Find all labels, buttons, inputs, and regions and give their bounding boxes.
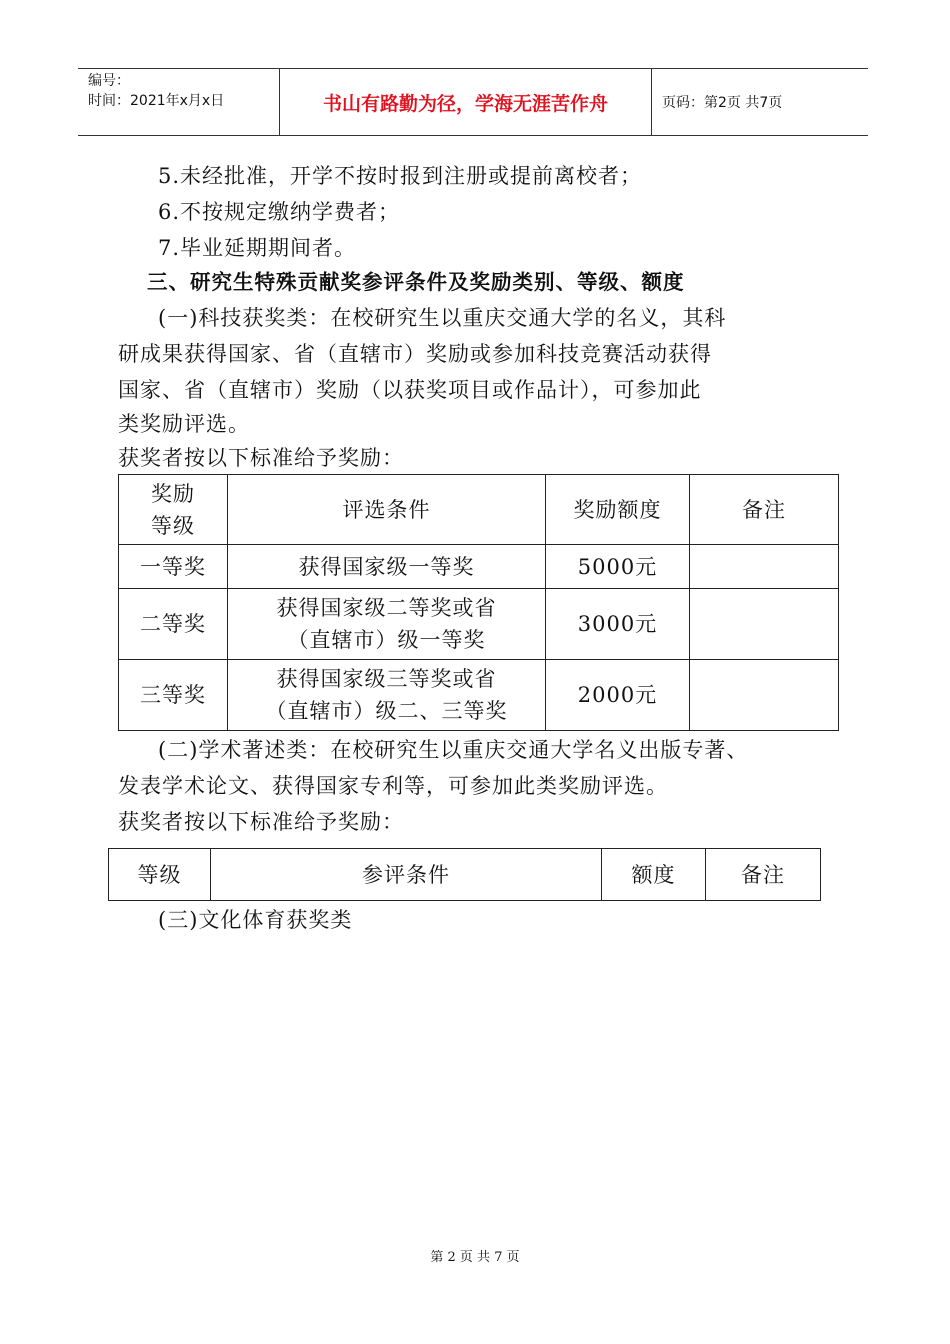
paragraph-sub1-line1: (一)科技获奖类：在校研究生以重庆交通大学的名义，其科: [158, 306, 727, 330]
award-table-academic: [108, 848, 821, 901]
header-page-info: 页码：第2页 共7页: [662, 95, 783, 111]
section-heading-3: 三、研究生特殊贡献奖参评条件及奖励类别、等级、额度: [147, 270, 685, 294]
paragraph-sub3: (三)文化体育获奖类: [158, 908, 353, 932]
header-time: 时间：2021年x月x日: [88, 93, 225, 109]
header-amount: 额度: [602, 849, 706, 901]
table-header-row: [119, 475, 839, 545]
header-amount: 奖励额度: [546, 475, 690, 545]
header-note: 备注: [690, 475, 839, 545]
cell-level: 二等奖: [119, 589, 228, 660]
list-item-5: 5.未经批准，开学不按时报到注册或提前离校者；: [158, 164, 643, 188]
paragraph-sub1-line4: 类奖励评选。: [118, 412, 250, 436]
award-intro-2: 获奖者按以下标准给予奖励：: [118, 810, 404, 834]
cell-amount: 2000元: [546, 660, 690, 731]
header-condition: 参评条件: [211, 849, 602, 901]
list-item-6: 6.不按规定缴纳学费者；: [158, 200, 401, 224]
cell-condition: 获得国家级一等奖: [228, 545, 546, 589]
paragraph-sub2-line1: (二)学术著述类：在校研究生以重庆交通大学名义出版专著、: [158, 738, 749, 762]
table-row: [119, 660, 839, 731]
list-item-7: 7.毕业延期期间者。: [158, 236, 357, 260]
table-row: [119, 589, 839, 660]
page-footer: 第 2 页 共 7 页: [430, 1250, 520, 1265]
cell-level: 一等奖: [119, 545, 228, 589]
header-condition: 评选条件: [228, 475, 546, 545]
paragraph-sub1-line3: 国家、省（直辖市）奖励（以获奖项目或作品计），可参加此: [118, 378, 702, 402]
cell-note: [690, 545, 839, 589]
header-meta: [78, 69, 280, 135]
cell-condition: 获得国家级三等奖或省 （直辖市）级二、三等奖: [228, 660, 546, 731]
table-header-row: [109, 849, 821, 901]
header-award-level: 奖励 等级: [119, 475, 228, 545]
cell-level: 三等奖: [119, 660, 228, 731]
award-table-tech: [118, 474, 839, 731]
header-level: 等级: [109, 849, 211, 901]
paragraph-sub1-line2: 研成果获得国家、省（直辖市）奖励或参加科技竞赛活动获得: [118, 342, 712, 366]
cell-note: [690, 660, 839, 731]
header-note: 备注: [706, 849, 821, 901]
cell-note: [690, 589, 839, 660]
award-intro-1: 获奖者按以下标准给予奖励：: [118, 446, 404, 470]
cell-amount: 5000元: [546, 545, 690, 589]
page-header: [78, 68, 868, 136]
cell-amount: 3000元: [546, 589, 690, 660]
paragraph-sub2-line2: 发表学术论文、获得国家专利等，可参加此类奖励评选。: [118, 774, 668, 798]
header-number: 编号：: [88, 73, 130, 89]
table-row: [119, 545, 839, 589]
header-motto: 书山有路勤为径，学海无涯苦作舟: [280, 69, 652, 135]
cell-condition: 获得国家级二等奖或省 （直辖市）级一等奖: [228, 589, 546, 660]
